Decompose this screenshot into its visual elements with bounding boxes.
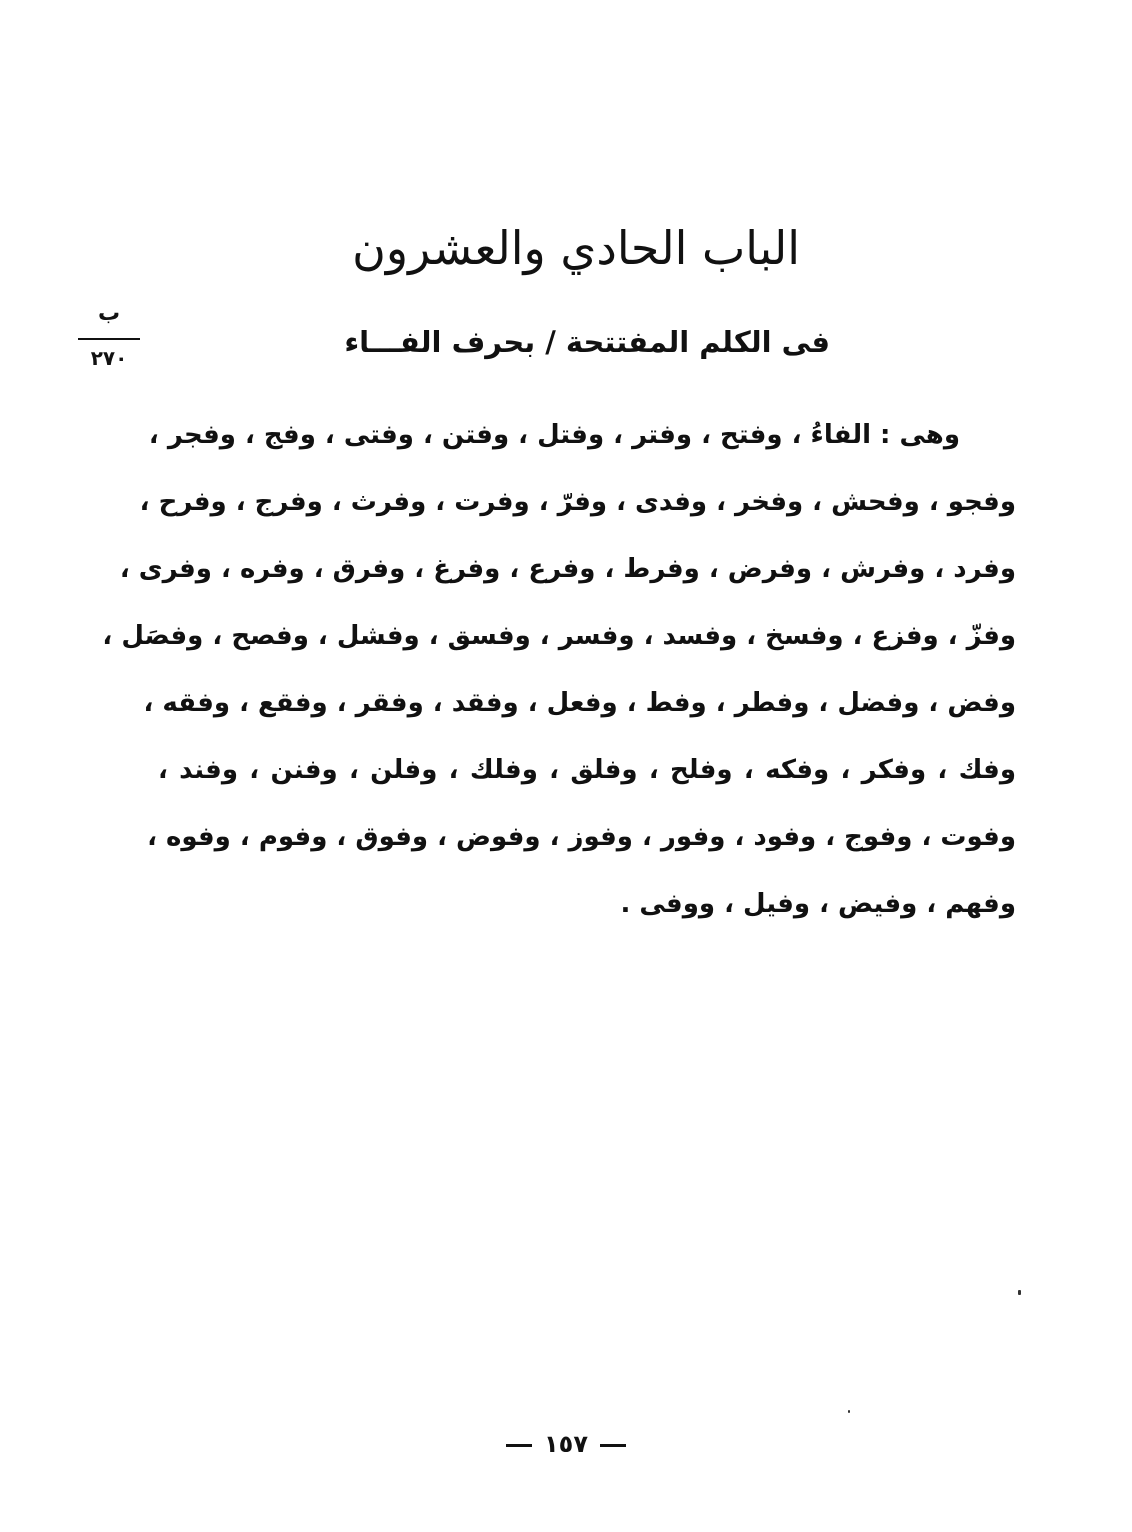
body-line: وفرد ، وفرش ، وفرض ، وفرط ، وفرع ، وفرغ ، وفرق ، وفره ، وفرى ، [119, 554, 1016, 584]
body-line: وفوت ، وفوج ، وفود ، وفور ، وفوز ، وفوض ، وفوق ، وفوم ، وفوه ، [147, 822, 1016, 852]
footer-dash [600, 1444, 626, 1447]
margin-divider [78, 338, 140, 340]
body-line: وفجو ، وفحش ، وفخر ، وفدى ، وفرّ ، وفرت ، وفرث ، وفرج ، وفرح ، [139, 487, 1016, 517]
footer-dash [506, 1444, 532, 1447]
body-line: وفهم ، وفيض ، وفيل ، ووفى . [620, 889, 1016, 919]
margin-folio-letter: ب [97, 301, 121, 326]
chapter-title: الباب الحادي والعشرون [352, 221, 800, 275]
body-line: وفك ، وفكر ، وفكه ، وفلح ، وفلق ، وفلك ، وفلن ، وفنن ، وفند ، [158, 755, 1016, 785]
body-line: وفزّ ، وفزع ، وفسخ ، وفسد ، وفسر ، وفسق ، وفشل ، وفصح ، وفصَل ، [102, 621, 1016, 651]
body-line: وفض ، وفضل ، وفطر ، وفط ، وفعل ، وفقد ، وفقر ، وفقع ، وفقه ، [143, 688, 1016, 718]
body-paragraph [102, 410, 1016, 946]
page-number: ١٥٧ [544, 1430, 588, 1458]
margin-folio-number: ٢٧٠ [90, 346, 128, 370]
scan-speck [1018, 1290, 1021, 1295]
margin-note [78, 300, 140, 370]
body-line: وهى : الفاءُ ، وفتح ، وفتر ، وفتل ، وفتن ، وفتى ، وفج ، وفجر ، [148, 420, 960, 450]
scan-speck [848, 1410, 850, 1413]
page-footer [466, 1426, 666, 1462]
chapter-subtitle: فى الكلم المفتتحة / بحرف الفـــاء [344, 325, 830, 359]
